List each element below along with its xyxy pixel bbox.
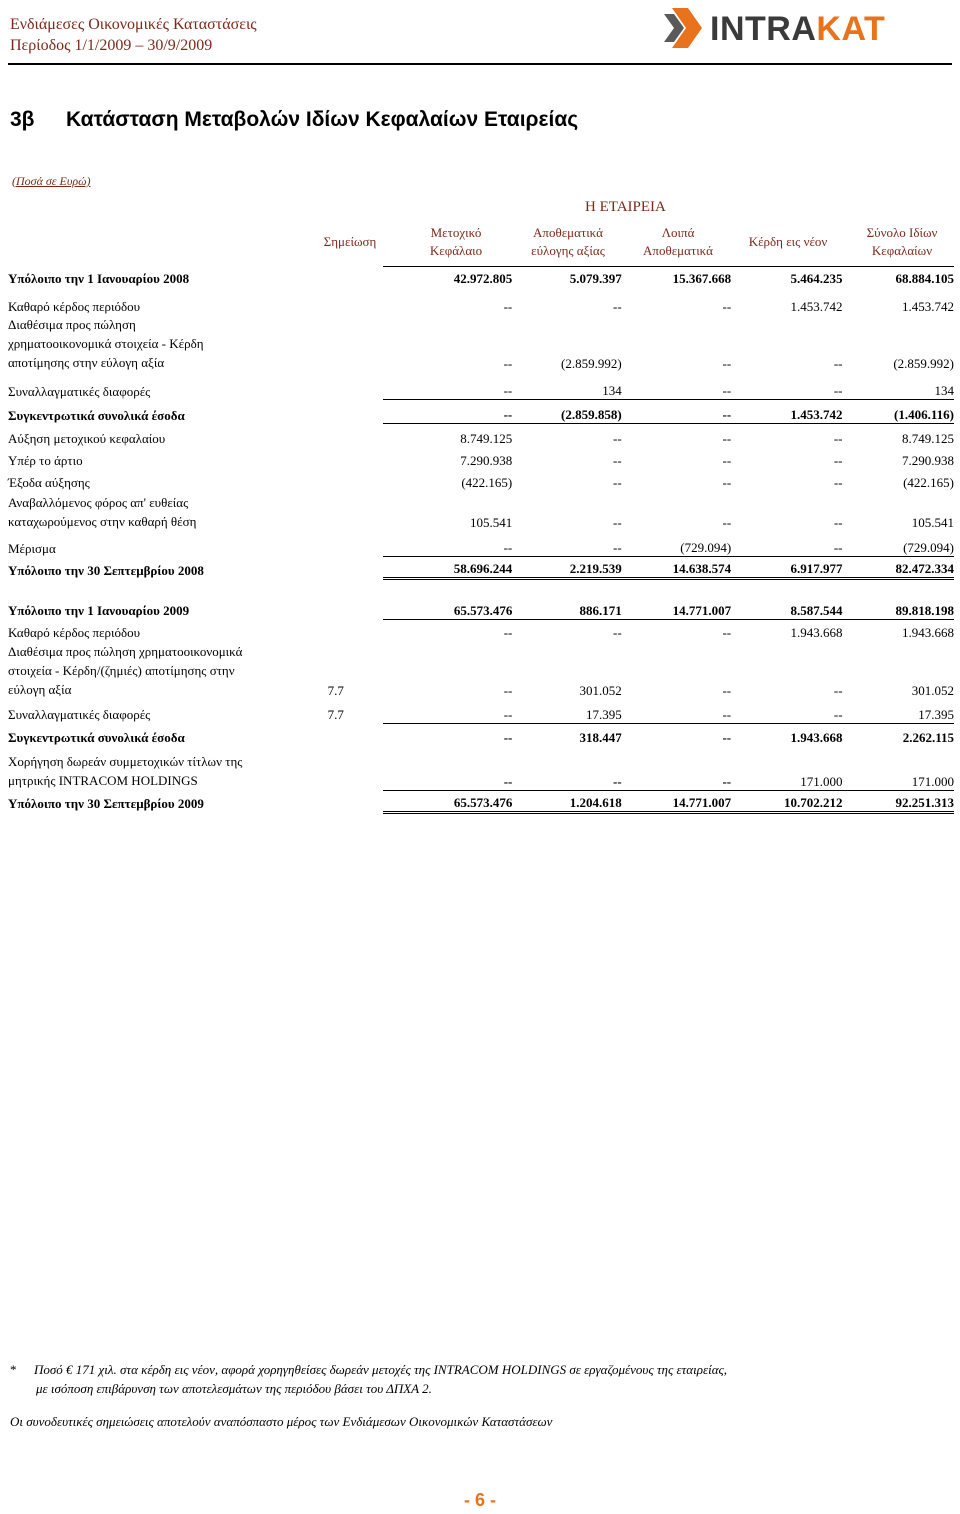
header-period: Περίοδος 1/1/2009 – 30/9/2009	[10, 37, 213, 54]
table-row: Χορήγηση δωρεάν συμμετοχικών τίτλων της μητρικής INTRACOM HOLDINGS -- -- -- 171.000 171.000	[8, 746, 954, 790]
accompanying-notes-statement: Οι συνοδευτικές σημειώσεις αποτελούν αναπόσπαστο μέρος των Ενδιάμεσων Οικονομικών Καταστάσεων	[10, 1414, 553, 1429]
table-row: Υπόλοιπο την 1 Ιανουαρίου 2008 42.972.805 5.079.397 15.367.668 5.464.235 68.884.105	[8, 267, 954, 287]
header-divider	[8, 63, 952, 65]
equity-table-2008	[8, 266, 954, 580]
col-fair-value-reserves-header: Αποθεματικά εύλογης αξίας	[531, 225, 605, 258]
section-title	[10, 108, 578, 132]
table-row: Καθαρό κέρδος περιόδου -- -- -- 1.943.668 1.943.668	[8, 625, 954, 640]
header-title: Ενδιάμεσες Οικονομικές Καταστάσεις	[10, 16, 257, 33]
document-header	[10, 14, 257, 56]
section-heading: Κατάσταση Μεταβολών Ιδίων Κεφαλαίων Εταιρείας	[66, 108, 579, 131]
logo-wordmark: INTRAKAT	[710, 10, 886, 48]
intrakat-logo	[662, 6, 886, 50]
col-note-header: Σημείωση	[323, 234, 377, 249]
footnote	[10, 1360, 727, 1398]
col-retained-earnings-header: Κέρδη εις νέον	[748, 234, 828, 249]
table-row: Διαθέσιμα προς πώληση χρηματοοικονομικά στοιχεία - Κέρδη αποτίμησης στην εύλογη αξία -- (2.859.992) -- -- (2.859.992)	[8, 316, 954, 371]
col-share-capital-header: Μετοχικό Κεφάλαιο	[429, 225, 483, 258]
section-number: 3β	[10, 108, 35, 131]
company-heading: Η ΕΤΑΙΡΕΙΑ	[585, 199, 666, 215]
table-row: Υπόλοιπο την 30 Σεπτεμβρίου 2009 65.573.476 1.204.618 14.771.007 10.702.212 92.251.313	[8, 790, 954, 812]
logo-mark-icon	[662, 6, 708, 50]
equity-table-2009	[8, 599, 954, 814]
footnote-marker: *	[10, 1362, 17, 1377]
col-total-equity-header: Σύνολο Ιδίων Κεφαλαίων	[866, 225, 938, 258]
table-row: Αναβαλλόμενος φόρος απ' ευθείας καταχωρούμενος στην καθαρή θέση 105.541 -- -- -- 105.541	[8, 494, 954, 530]
footnote-line2: με ισόποση επιβάρυνση των αποτελεσμάτων της περιόδου βάσει του ΔΠΧΑ 2.	[36, 1381, 432, 1396]
table-row: Υπέρ το άρτιο 7.290.938 -- -- -- 7.290.938	[8, 452, 954, 468]
table-row: Διαθέσιμα προς πώληση χρηματοοικονομικά στοιχεία - Κέρδη/(ζημιές) αποτίμησης στην εύλογη αξία 7.7 -- 301.052 -- -- 301.052	[8, 644, 954, 698]
table-row: Συγκεντρωτικά συνολικά έσοδα -- 318.447 -- 1.943.668 2.262.115	[8, 730, 954, 745]
col-other-reserves-header: Λοιπά Αποθεματικά	[643, 225, 713, 258]
table-row: Έξοδα αύξησης (422.165) -- -- -- (422.165)	[8, 474, 954, 490]
table-row: Υπόλοιπο την 30 Σεπτεμβρίου 2008 58.696.244 2.219.539 14.638.574 6.917.977 82.472.334	[8, 557, 954, 579]
table-row: Καθαρό κέρδος περιόδου -- -- -- 1.453.742 1.453.742	[8, 298, 954, 314]
page-number: - 6 -	[463, 1490, 496, 1510]
table-row: Αύξηση μετοχικού κεφαλαίου 8.749.125 -- -- -- 8.749.125	[8, 430, 954, 446]
table-row: Συναλλαγματικές διαφορές 7.7 -- 17.395 -- -- 17.395	[8, 699, 954, 723]
table-row: Μέρισμα -- -- (729.094) -- (729.094)	[8, 531, 954, 557]
footnote-line1: Ποσό € 171 χιλ. στα κέρδη εις νέον, αφορά χορηγηθείσες δωρεάν μετοχές της INTRACOM HOLDINGS σε εργαζομένους της εταιρείας,	[34, 1362, 728, 1377]
table-row: Υπόλοιπο την 1 Ιανουαρίου 2009 65.573.476 886.171 14.771.007 8.587.544 89.818.198	[8, 599, 954, 619]
amounts-currency-note: (Ποσά σε Ευρώ)	[12, 174, 91, 188]
table-row: Συγκεντρωτικά συνολικά έσοδα -- (2.859.858) -- 1.453.742 (1.406.116)	[8, 400, 954, 424]
table-row: Συναλλαγματικές διαφορές -- 134 -- -- 134	[8, 372, 954, 400]
